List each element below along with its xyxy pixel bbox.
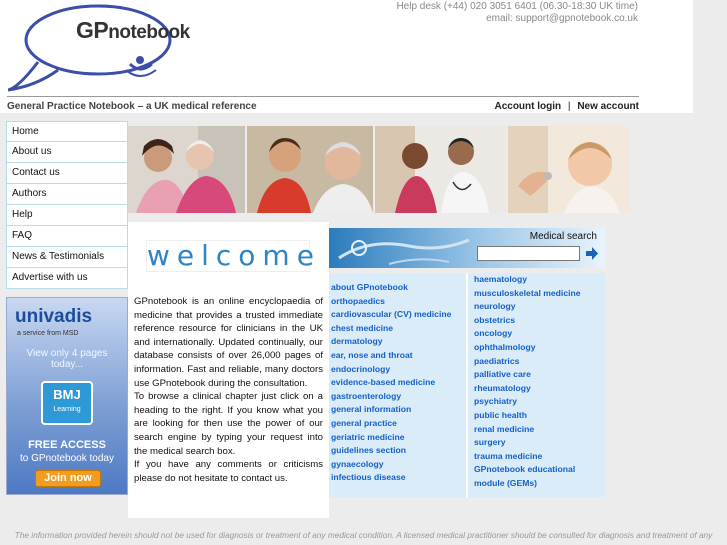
chapter-link[interactable]: gastroenterology (331, 390, 402, 401)
photo-doctor-child-image-icon (375, 126, 506, 213)
medical-search-panel (329, 228, 605, 268)
chapter-link[interactable]: infectious disease (331, 472, 406, 483)
join-now-button[interactable]: Join now (35, 470, 101, 487)
bmj-sub-text: Learning (53, 406, 81, 413)
footer-disclaimer: The information provided herein should not be used for diagnosis or treatment of any medical condition. A licensed medical practitioner should be consulted for diagnosis and treatment of any (14, 530, 713, 540)
site-header (0, 0, 693, 113)
free-access-subtitle: to GPnotebook today (20, 453, 114, 464)
gpnotebook-logo[interactable] (8, 0, 208, 92)
chapter-link[interactable]: public health (474, 409, 527, 420)
univadis-logo: univadis (15, 306, 93, 327)
chapter-link[interactable]: ear, nose and throat (331, 349, 413, 360)
chapter-link[interactable]: guidelines section (331, 445, 406, 456)
photo-nurse-elderly (128, 126, 245, 213)
chapter-link[interactable]: endocrinology (331, 363, 391, 374)
clinical-chapters-panel (329, 273, 605, 497)
nav-item-news-testimonials[interactable]: News & Testimonials (6, 247, 128, 268)
msd-tagline: a service from MSD (17, 330, 79, 337)
helpdesk-email[interactable]: email: support@gpnotebook.co.uk (486, 13, 638, 24)
chapter-link[interactable]: general practice (331, 417, 397, 428)
chapter-link[interactable]: about GPnotebook (331, 282, 408, 292)
page-limit-text (7, 348, 127, 370)
chapter-link[interactable]: palliative care (474, 369, 531, 380)
chapter-link[interactable]: chest medicine (331, 322, 394, 333)
chapter-link[interactable]: geriatric medicine (331, 431, 405, 442)
chapter-link[interactable]: surgery (474, 437, 506, 448)
chapters-column-2 (472, 273, 605, 491)
chapter-link[interactable]: GPnotebook educational (474, 464, 576, 475)
chapter-link[interactable]: neurology (474, 301, 516, 312)
nav-item-authors[interactable]: Authors (6, 184, 128, 205)
nav-item-about-us[interactable]: About us (6, 142, 128, 163)
chapter-link[interactable]: module (GEMs) (474, 477, 538, 488)
photo-doctor-child (375, 126, 506, 213)
nav-item-home[interactable]: Home (6, 121, 128, 142)
logo-speech-bubble-icon (8, 0, 208, 92)
header-divider (7, 96, 639, 97)
nav-item-contact-us[interactable]: Contact us (6, 163, 128, 184)
intro-text (134, 295, 323, 485)
photo-nurse-elderly-image-icon (128, 126, 245, 213)
stethoscope-icon (329, 228, 479, 268)
account-links (494, 101, 639, 112)
chapter-link[interactable]: musculoskeletal medicine (474, 287, 581, 298)
chapter-link[interactable]: oncology (474, 328, 513, 339)
new-account-link[interactable]: New account (577, 101, 639, 112)
chapter-link[interactable]: trauma medicine (474, 450, 543, 461)
chapter-link[interactable]: obstetrics (474, 314, 516, 325)
account-login-link[interactable]: Account login (494, 101, 562, 112)
helpdesk-info (396, 1, 638, 25)
welcome-heading: welcome (147, 239, 321, 272)
photo-strip (128, 126, 630, 213)
sidebar-nav (6, 121, 128, 289)
logo-wordmark: GPnotebook (76, 17, 190, 43)
helpdesk-phone: Help desk (+44) 020 3051 6401 (06.30-18:30 UK time) (396, 1, 638, 12)
nav-item-faq[interactable]: FAQ (6, 226, 128, 247)
chapter-link[interactable]: ophthalmology (474, 341, 536, 352)
free-access-text (7, 439, 127, 465)
bmj-text: BMJ (53, 387, 81, 402)
intro-panel (128, 222, 329, 518)
chapters-column-divider (466, 273, 468, 497)
page-limit-line1: View only 4 pages (26, 348, 108, 359)
site-tagline: General Practice Notebook – a UK medical reference (7, 101, 257, 112)
photo-baby-doctor-image-icon (508, 126, 630, 213)
chapter-link[interactable]: rheumatology (474, 382, 531, 393)
medical-search-input[interactable] (477, 246, 580, 261)
search-go-arrow-icon[interactable] (585, 246, 599, 261)
photo-child-grandfather-image-icon (247, 126, 373, 213)
chapters-column-1 (329, 281, 466, 485)
nav-item-advertise[interactable]: Advertise with us (6, 268, 128, 289)
medical-search-label: Medical search (529, 231, 597, 242)
intro-paragraph-3: If you have any comments or criticisms please do not hesitate to contact us. (134, 459, 323, 484)
chapter-link[interactable]: orthopaedics (331, 295, 385, 306)
chapter-link[interactable]: evidence-based medicine (331, 377, 436, 388)
photo-baby-doctor (508, 126, 630, 213)
free-access-title: FREE ACCESS (28, 439, 106, 451)
chapter-link[interactable]: gynaecology (331, 458, 384, 469)
chapter-link[interactable]: haematology (474, 274, 528, 284)
chapter-link[interactable]: renal medicine (474, 423, 535, 434)
chapter-link[interactable]: paediatrics (474, 355, 520, 366)
nav-item-help[interactable]: Help (6, 205, 128, 226)
page-limit-line2: today... (50, 359, 84, 370)
chapter-link[interactable]: psychiatry (474, 396, 517, 407)
account-separator: | (567, 101, 571, 112)
chapter-link[interactable]: cardiovascular (CV) medicine (331, 309, 452, 320)
intro-paragraph-2: To browse a clinical chapter just click on a heading to the right. If you know what you are looking for then use the power of our search engine by typing your request into the medical search box. (134, 391, 323, 457)
intro-paragraph-1: GPnotebook is an online encyclopaedia of medicine that provides a trusted immediate reference resource for clinicians in the UK and internationally. Updated continually, our database consists of over 26,000 pages of information. Fast and reliable, many doctors use GPnotebook during the consultation. (134, 296, 323, 389)
photo-child-grandfather (247, 126, 373, 213)
bmj-learning-logo (41, 381, 93, 425)
chapter-link[interactable]: dermatology (331, 336, 383, 347)
chapter-link[interactable]: general information (331, 404, 412, 415)
univadis-ad-banner[interactable] (6, 297, 128, 495)
